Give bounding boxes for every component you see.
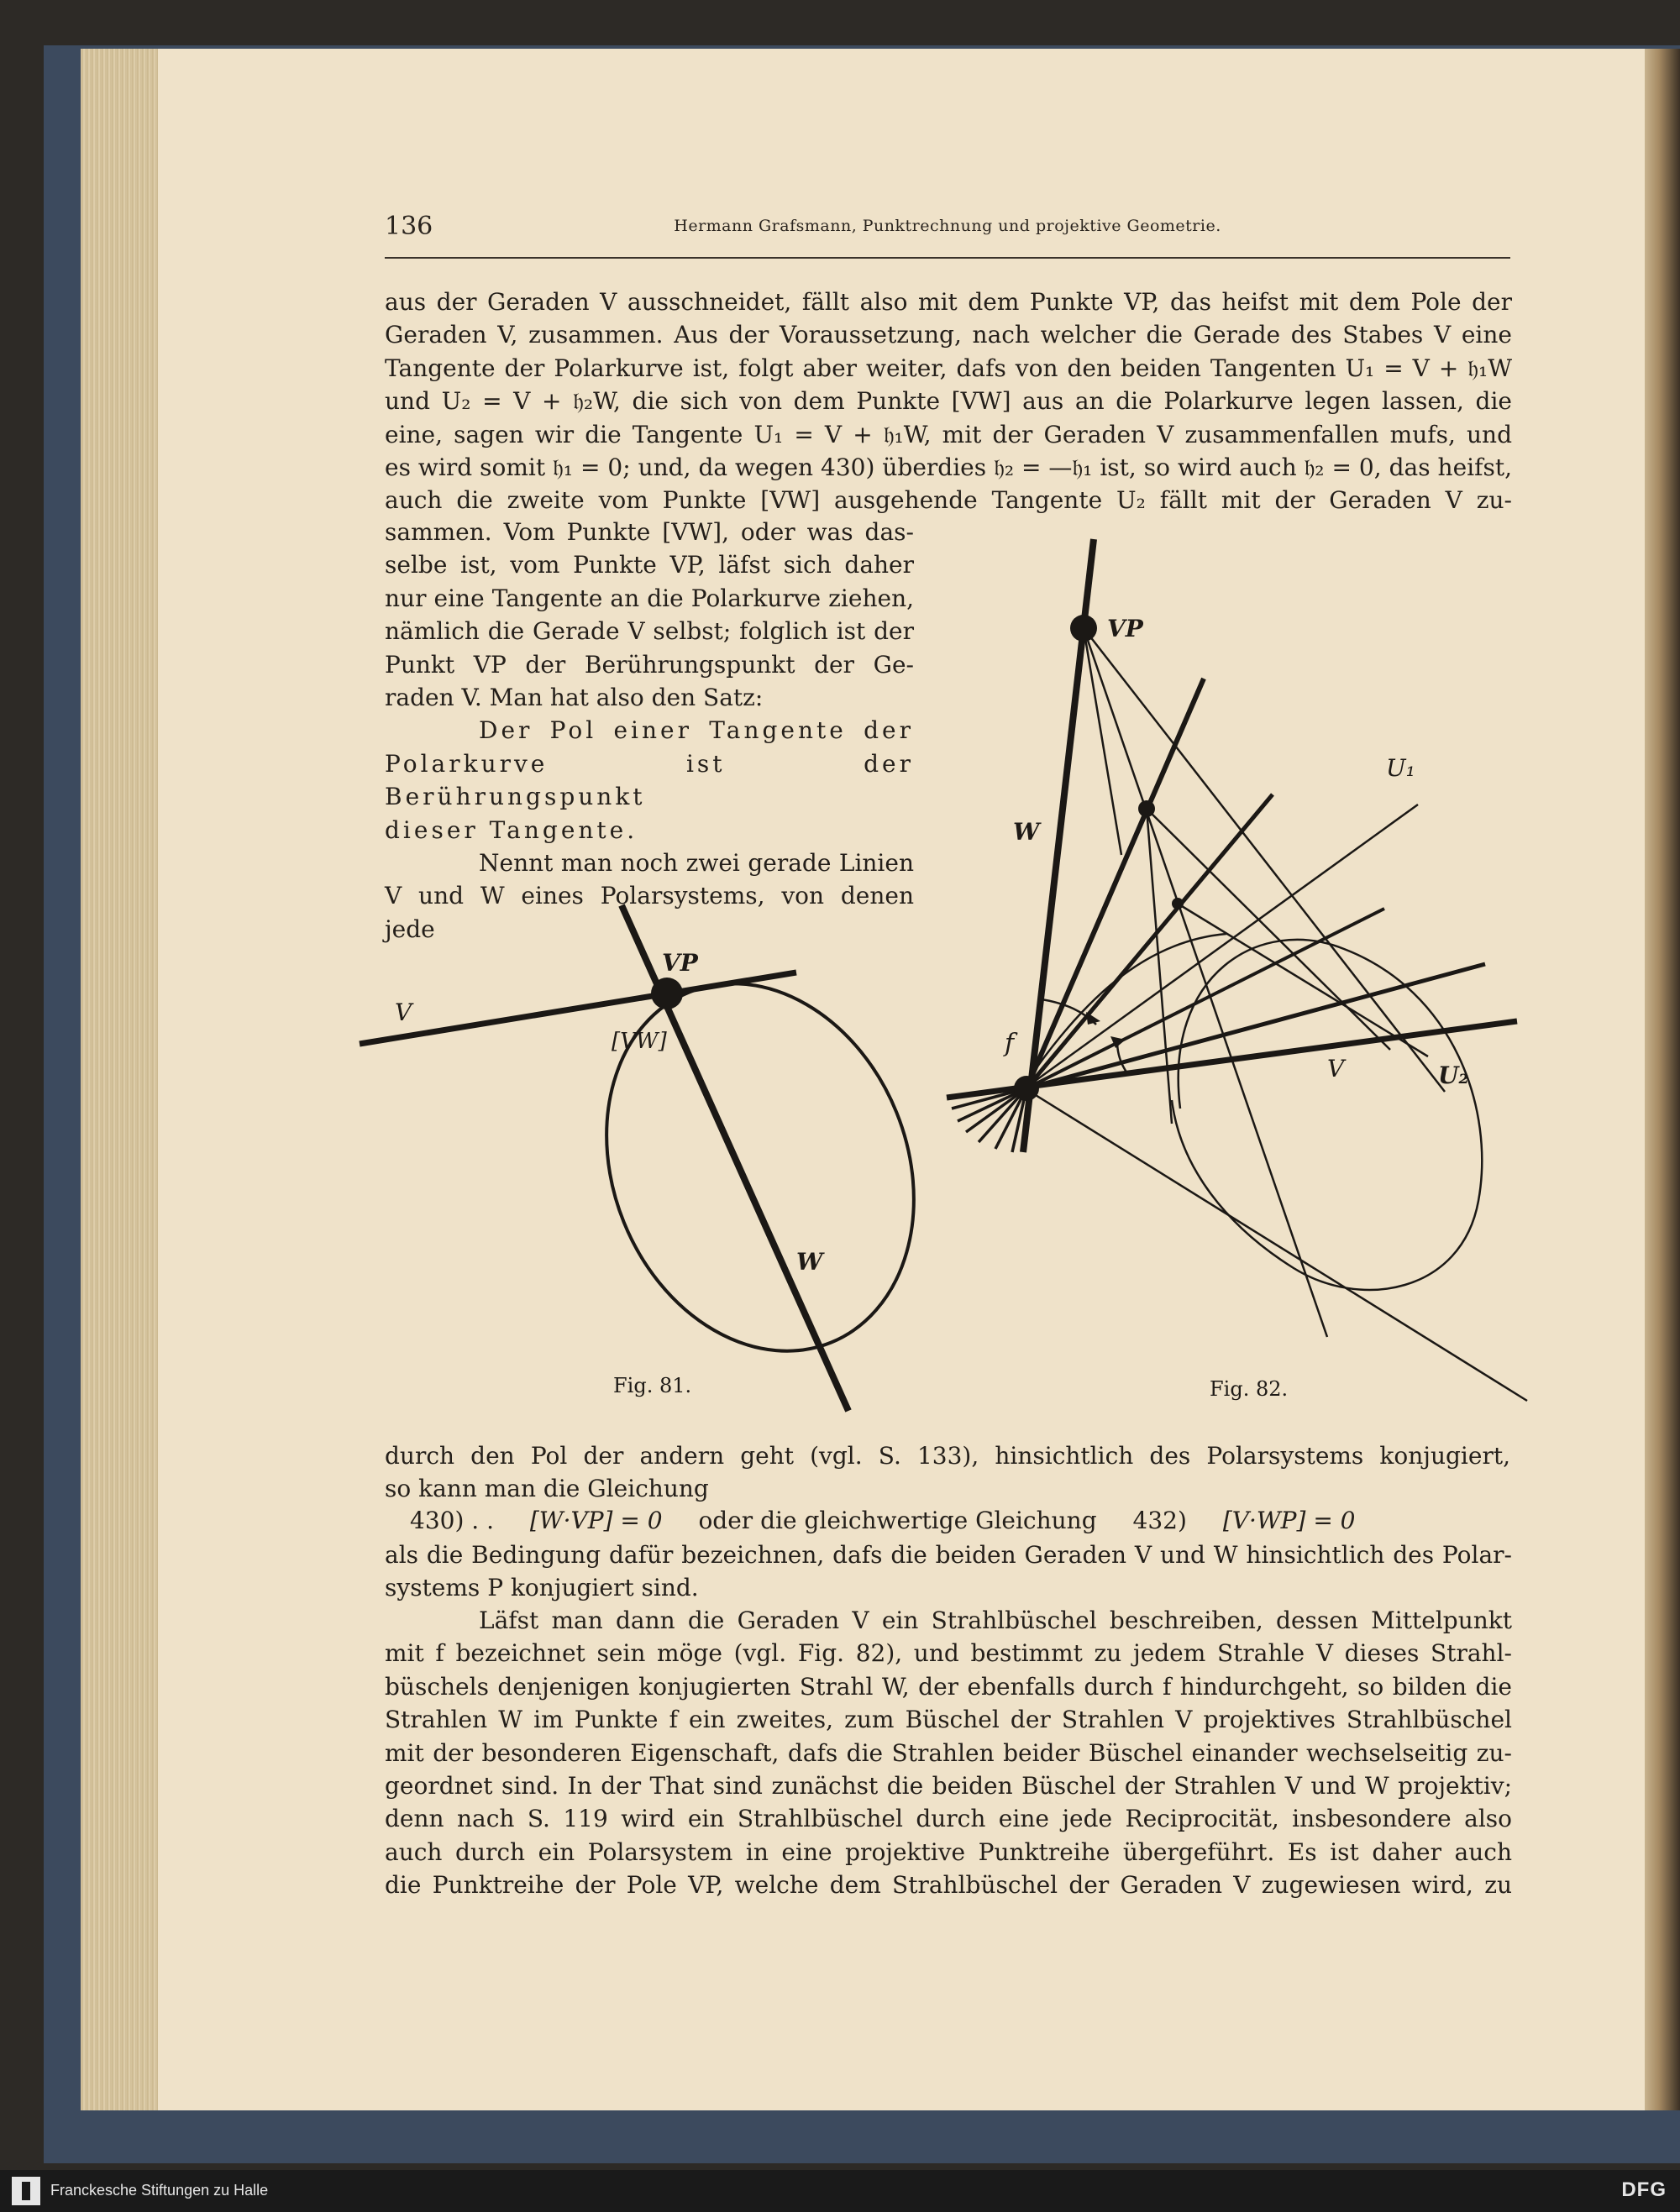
polar-curve xyxy=(553,937,967,1397)
label-vp: VP xyxy=(662,949,698,977)
figure-81 xyxy=(360,905,968,1411)
text-line: Läfst man dann die Geraden V ein Strahlbüschel beschreiben, dessen Mittelpunkt xyxy=(479,1607,1512,1634)
text-line: durch den Pol der andern geht (vgl. S. 133), hinsichtlich des Polarsystems konjugiert, xyxy=(385,1442,1510,1470)
text-line: denn nach S. 119 wird ein Strahlbüschel durch eine jede Reciprocität, insbesondere also xyxy=(385,1805,1512,1833)
text-line: auch durch ein Polarsystem in eine projektive Punktreihe übergeführt. Es ist daher auch xyxy=(385,1837,1512,1866)
equation-430: [W·VP] = 0 xyxy=(529,1507,663,1534)
text-line: so kann man die Gleichung xyxy=(385,1475,709,1503)
text-line: nur eine Tangente an die Polarkurve ziehen, xyxy=(385,584,914,612)
thin-ray xyxy=(1147,809,1172,1124)
text-line: es wird somit 𝔥₁ = 0; und, da wegen 430) überdies 𝔥₂ = —𝔥₁ ist, so wird auch 𝔥₂ = 0, das heifst, xyxy=(385,453,1512,482)
text-line: sammen. Vom Punkte [VW], oder was das- xyxy=(385,518,914,546)
equation-432: [V·WP] = 0 xyxy=(1222,1507,1356,1534)
label-vp: VP xyxy=(1107,615,1143,642)
text-line: Nennt man noch zwei gerade Linien xyxy=(479,849,914,878)
text-line: büschels denjenigen konjugierten Strahl W, der ebenfalls durch f hindurchgeht, so bilden die xyxy=(385,1672,1512,1701)
pole-point xyxy=(1172,898,1184,909)
viewer-footer xyxy=(0,2170,1680,2212)
thin-ray xyxy=(1084,628,1327,1337)
label-v: V xyxy=(395,999,412,1026)
text-line: nämlich die Gerade V selbst; folglich ist der xyxy=(385,617,914,646)
text-line: V und W eines Polarsystems, von denen jede xyxy=(385,882,914,943)
pole-point xyxy=(1138,800,1155,817)
label-v: V xyxy=(1327,1055,1345,1082)
label-w: W xyxy=(1013,818,1040,846)
text-line: mit der besonderen Eigenschaft, dafs die Strahlen beider Büschel einander wechselseitig zu- xyxy=(385,1738,1512,1767)
text-line: aus der Geraden V ausschneidet, fällt also mit dem Punkte VP, das heifst mit dem Pole der xyxy=(385,288,1512,316)
paragraph-3 xyxy=(385,1439,1510,1506)
equation-line xyxy=(410,1507,1418,1534)
angle-arc xyxy=(1117,1041,1127,1073)
theorem-line: Der Pol einer Tangente der xyxy=(479,716,914,745)
text-line: die Punktreihe der Pole VP, welche dem Strahlbüschel der Geraden V zugewiesen wird, zu xyxy=(385,1871,1512,1900)
theorem-line: dieser Tangente. xyxy=(385,815,638,844)
institution-logo-icon xyxy=(12,2177,40,2205)
text-line: und U₂ = V + 𝔥₂W, die sich von dem Punkte [VW] aus an die Polarkurve legen lassen, die xyxy=(385,387,1512,416)
center-point-f xyxy=(1014,1076,1039,1101)
thin-ray xyxy=(1147,809,1390,1050)
figure-82 xyxy=(947,539,1527,1401)
institution-name: Franckesche Stiftungen zu Halle xyxy=(50,2182,269,2199)
text-line: Punkt VP der Berührungspunkt der Ge- xyxy=(385,650,914,679)
label-u1: U₁ xyxy=(1386,754,1415,782)
text-line: mit f bezeichnet sein möge (vgl. Fig. 82), und bestimmt zu jedem Strahle V dieses Strahl- xyxy=(385,1639,1512,1668)
text-line: raden V. Man hat also den Satz: xyxy=(385,684,764,712)
text-line: Strahlen W im Punkte f ein zweites, zum Büschel der Strahlen V projektives Strahlbüschel xyxy=(385,1706,1512,1734)
text-line: Tangente der Polarkurve ist, folgt aber weiter, dafs von den beiden Tangenten U₁ = V + 𝔥₁W xyxy=(385,354,1512,382)
text-line: eine, sagen wir die Tangente U₁ = V + 𝔥₁W, mit der Geraden V zusammenfallen mufs, und xyxy=(385,420,1512,448)
label-vw: [VW] xyxy=(612,1029,667,1054)
text-line: als die Bedingung dafür bezeichnen, dafs die beiden Geraden V und W hinsichtlich des Polar- xyxy=(385,1541,1512,1569)
text-line: Geraden V, zusammen. Aus der Voraussetzung, nach welcher die Gerade des Stabes V eine xyxy=(385,321,1512,349)
running-head: Hermann Grafsmann, Punktrechnung und projektive Geometrie. xyxy=(674,217,1221,235)
text-line: auch die zweite vom Punkte [VW] ausgehende Tangente U₂ fällt mit der Geraden V zu- xyxy=(385,486,1512,515)
line-u1 xyxy=(1025,805,1418,1088)
label-u2: U₂ xyxy=(1438,1061,1469,1089)
fig81-caption: Fig. 81. xyxy=(613,1374,692,1397)
label-w: W xyxy=(796,1248,823,1276)
line-u2 xyxy=(1025,1088,1527,1401)
paragraph-4 xyxy=(385,1538,1512,1605)
thin-ray xyxy=(1178,904,1428,1056)
equation-number: 432) xyxy=(1132,1507,1187,1534)
text-line: systems P konjugiert sind. xyxy=(385,1574,699,1602)
theorem-line: Polarkurve ist der Berührungspunkt xyxy=(385,749,914,811)
thick-ray xyxy=(1026,964,1485,1088)
arrow-head xyxy=(1086,1012,1100,1025)
fig82-caption: Fig. 82. xyxy=(1210,1377,1289,1401)
text-line: geordnet sind. In der That sind zunächst die beiden Büschel der Strahlen V und W projektiv; xyxy=(385,1772,1512,1801)
equation-number: 430) . . xyxy=(410,1507,494,1534)
thin-ray xyxy=(1084,628,1121,855)
paragraph-5 xyxy=(385,1604,1512,1902)
page-number: 136 xyxy=(385,212,433,241)
pole-point-vp xyxy=(651,978,683,1009)
equation-connector: oder die gleichwertige Gleichung xyxy=(698,1507,1097,1534)
dfg-logo: DFG xyxy=(1621,2178,1667,2201)
label-f: f xyxy=(1005,1029,1015,1058)
pole-point-vp xyxy=(1070,615,1097,642)
text-line: selbe ist, vom Punkte VP, läfst sich daher xyxy=(385,551,914,579)
